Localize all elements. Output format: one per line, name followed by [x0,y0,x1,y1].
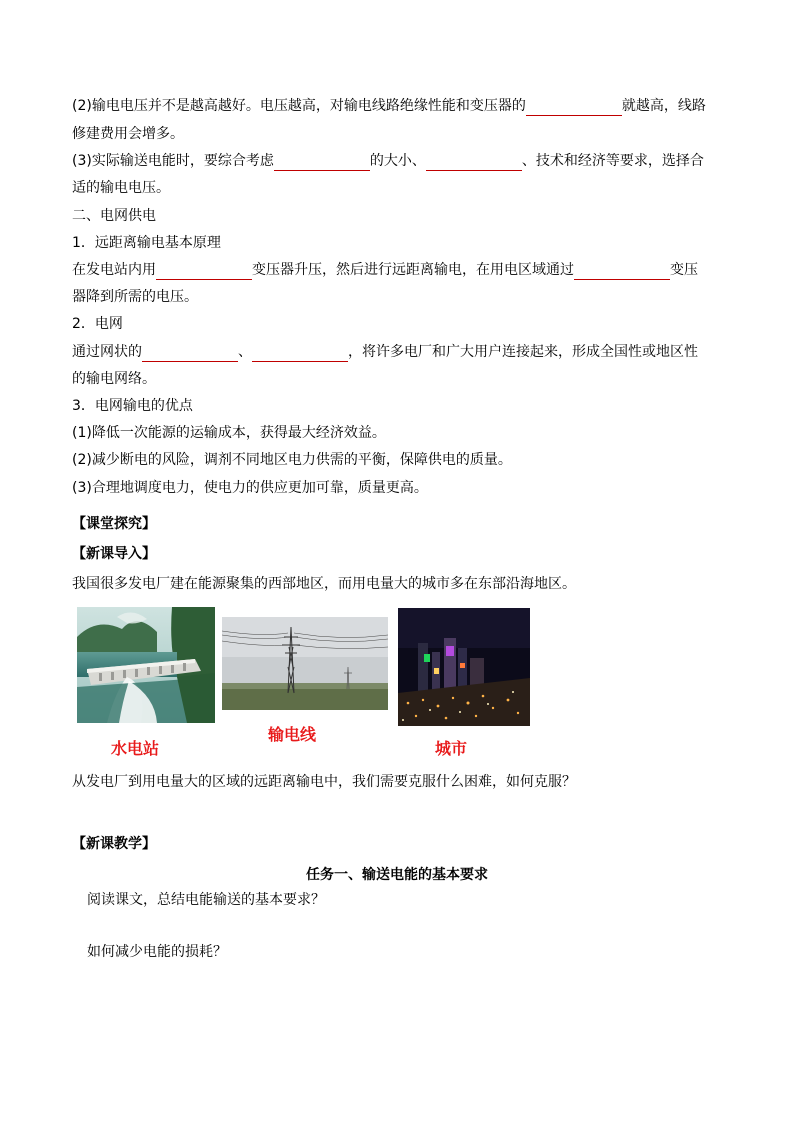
item1-text-cont: 器降到所需的电压。 [72,289,198,305]
text: ，将许多电厂和广大用户连接起来，形成全国性或地区性 [348,344,698,360]
intro-heading: 【新课导入】 [72,546,156,562]
city-image [398,608,530,726]
city-night-photo [398,608,530,726]
item1-text [72,260,698,280]
text: 变压器升压，然后进行远距离输电，在用电区域通过 [252,262,574,278]
fill-blank[interactable] [252,347,348,362]
teaching-heading: 【新课教学】 [72,836,156,852]
fill-blank[interactable] [142,347,238,362]
fill-blank[interactable] [274,156,370,171]
transmission-line-photo [222,617,388,710]
intro-text: 我国很多发电厂建在能源聚集的西部地区，而用电量大的城市多在东部沿海地区。 [72,576,576,592]
item2-title: 2．电网 [72,316,123,332]
item2-text-cont: 的输电网络。 [72,371,156,387]
question-2: 如何减少电能的损耗？ [87,944,227,960]
item3-title: 3．电网输电的优点 [72,398,193,414]
caption-transmission-line: 输电线 [268,725,317,744]
item2-text [72,342,698,362]
fill-blank[interactable] [574,265,670,280]
fill-blank[interactable] [156,265,252,280]
classroom-heading: 【课堂探究】 [72,516,156,532]
advantage-2: (2)减少断电的风险，调剂不同地区电力供需的平衡，保障供电的质量。 [72,452,512,468]
hydropower-image [77,607,215,723]
intro-question: 从发电厂到用电量大的区域的远距离输电中，我们需要克服什么困难，如何克服？ [72,774,576,790]
text: 、 [238,344,252,360]
caption-city: 城市 [435,739,468,758]
fill-blank[interactable] [426,156,522,171]
paragraph-voltage-2-cont: 修建费用会增多。 [72,126,184,142]
paragraph-voltage-3-cont: 适的输电电压。 [72,180,170,196]
paragraph-voltage-3 [72,151,704,171]
text: (3)实际输送电能时，要综合考虑 [72,153,274,169]
text: 通过网状的 [72,344,142,360]
hydropower-station-photo [77,607,215,723]
item1-title: 1．远距离输电基本原理 [72,235,221,251]
text: 在发电站内用 [72,262,156,278]
text: 、技术和经济等要求，选择合 [521,153,704,169]
paragraph-voltage-2 [72,96,706,116]
fill-blank[interactable] [526,101,622,116]
section-heading-grid: 二、电网供电 [72,208,156,224]
text: 变压 [670,262,698,278]
advantage-3: (3)合理地调度电力，使电力的供应更加可靠，质量更高。 [72,480,428,496]
caption-hydropower: 水电站 [111,739,160,758]
question-1: 阅读课文，总结电能输送的基本要求？ [87,892,325,908]
task-title: 任务一、输送电能的基本要求 [306,867,488,883]
power-tower-image [222,617,388,710]
text: (2)输电电压并不是越高越好。电压越高，对输电线路绝缘性能和变压器的 [72,98,526,114]
text: 的大小、 [369,153,426,169]
advantage-1: (1)降低一次能源的运输成本，获得最大经济效益。 [72,425,386,441]
text: 就越高，线路 [621,98,706,114]
